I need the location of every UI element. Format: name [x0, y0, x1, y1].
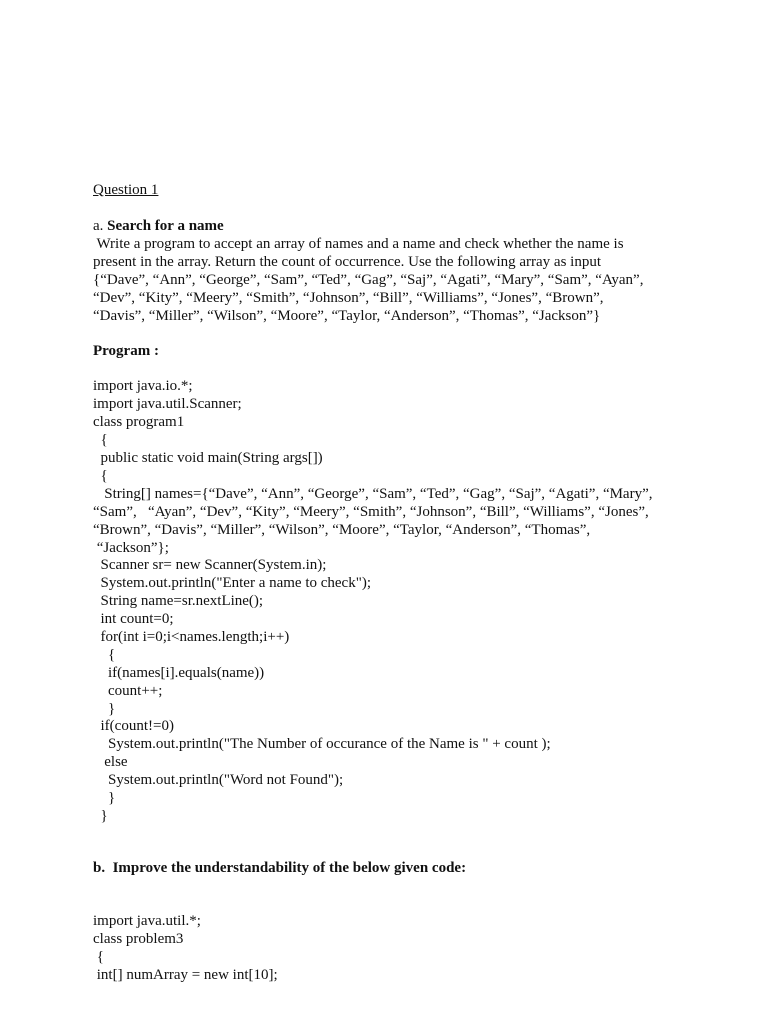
- program-label: Program :: [93, 343, 159, 359]
- code-line: class problem3: [93, 931, 184, 947]
- code-line: if(names[i].equals(name)): [93, 665, 265, 681]
- code-line: “Sam”, “Ayan”, “Dev”, “Kity”, “Meery”, “Smith”, “Johnson”, “Bill”, “Williams”, “Jones”,: [93, 504, 649, 520]
- code-line: class program1: [93, 414, 185, 430]
- code-line: System.out.println("The Number of occurance of the Name is " + count );: [93, 736, 551, 752]
- code-line: import java.util.Scanner;: [93, 396, 242, 412]
- code-line: Scanner sr= new Scanner(System.in);: [93, 557, 327, 573]
- code-line: String name=sr.nextLine();: [93, 593, 264, 609]
- code-line: }: [93, 790, 116, 806]
- description-line: Write a program to accept an array of names and a name and check whether the name is: [93, 236, 624, 252]
- code-line: public static void main(String args[]): [93, 450, 323, 466]
- code-line: import java.io.*;: [93, 378, 193, 394]
- code-line: if(count!=0): [93, 718, 174, 734]
- code-line: System.out.println("Enter a name to check");: [93, 575, 372, 591]
- code-line: {: [93, 647, 116, 663]
- code-line: }: [93, 701, 116, 717]
- description-line: “Dev”, “Kity”, “Meery”, “Smith”, “Johnson”, “Bill”, “Williams”, “Jones”, “Brown”,: [93, 290, 604, 306]
- part-a-prefix: a.: [93, 218, 108, 234]
- part-a-title: Search for a name: [107, 218, 224, 234]
- code-line: else: [93, 754, 128, 770]
- description-line: {“Dave”, “Ann”, “George”, “Sam”, “Ted”, “Gag”, “Saj”, “Agati”, “Mary”, “Sam”, “Ayan”,: [93, 272, 644, 288]
- code-line: {: [93, 432, 108, 448]
- code-line: {: [93, 949, 104, 965]
- part-a-heading: [93, 217, 224, 235]
- code-line: int count=0;: [93, 611, 174, 627]
- code-line: count++;: [93, 683, 163, 699]
- code-line: {: [93, 468, 108, 484]
- code-line: “Brown”, “Davis”, “Miller”, “Wilson”, “Moore”, “Taylor, “Anderson”, “Thomas”,: [93, 522, 591, 538]
- code-line: for(int i=0;i<names.length;i++): [93, 629, 290, 645]
- code-line: int[] numArray = new int[10];: [93, 967, 278, 983]
- question-heading: Question 1: [93, 182, 159, 198]
- code-line: String[] names={“Dave”, “Ann”, “George”, “Sam”, “Ted”, “Gag”, “Saj”, “Agati”, “Mary”,: [93, 486, 653, 502]
- code-line: System.out.println("Word not Found");: [93, 772, 344, 788]
- description-line: “Davis”, “Miller”, “Wilson”, “Moore”, “Taylor, “Anderson”, “Thomas”, “Jackson”}: [93, 308, 601, 324]
- part-b-heading: b. Improve the understandability of the below given code:: [93, 860, 467, 876]
- code-line: }: [93, 808, 108, 824]
- code-line: import java.util.*;: [93, 913, 201, 929]
- code-line: “Jackson”};: [93, 540, 169, 556]
- description-line: present in the array. Return the count of occurrence. Use the following array as input: [93, 254, 602, 270]
